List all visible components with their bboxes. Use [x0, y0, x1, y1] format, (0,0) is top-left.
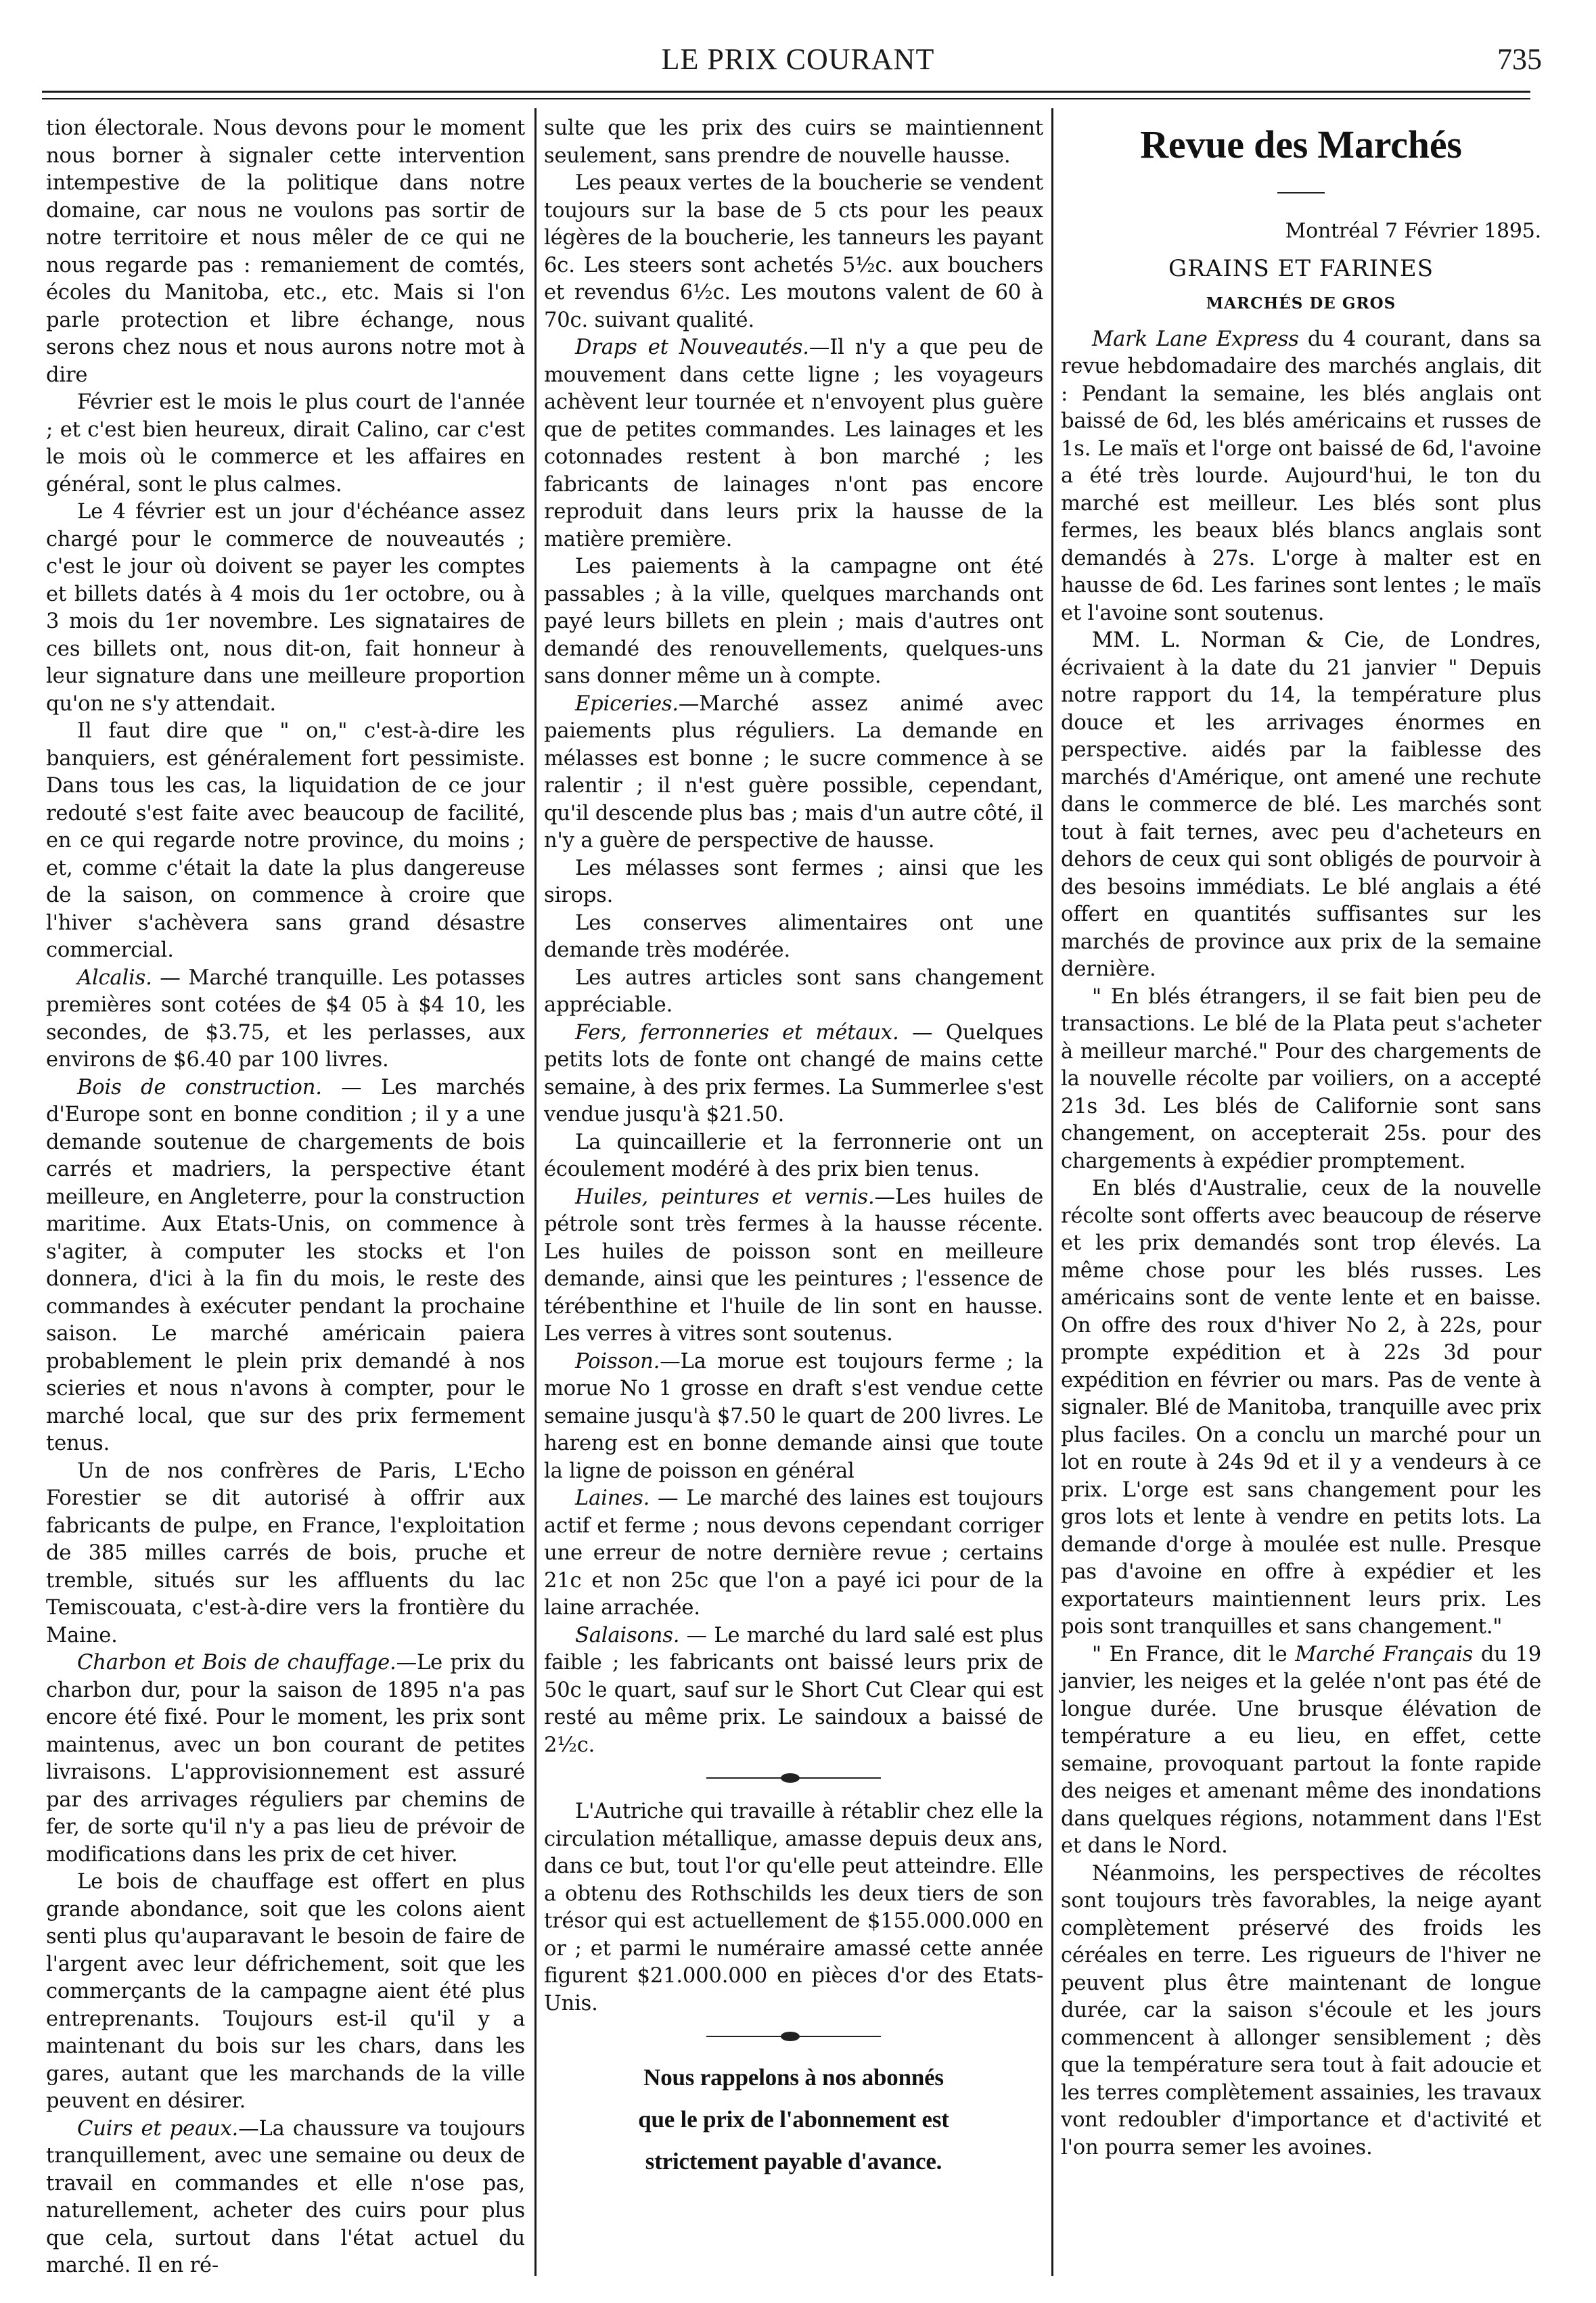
- paragraph-epiceries: Epiceries.—Marché assez animé avec paiements plus réguliers. La demande en mélasses est bonne ; le sucre commence à se ralentir ; il n'est guère possible, cependant, qu'il descende plus bas ; mais d'un autre côté, il n'y a guère de perspective de hausse.: [544, 691, 1043, 852]
- paragraph-bois-construction: Bois de construction. — Les marchés d'Europe sont en bonne condition ; il y a une demande soutenue de chargements de bois carrés et madriers, la perspective étant meilleure, en Angleterre, pour la construction maritime. Aux Etats-Unis, on commence à s'agiter, à computer les stocks et l'on donnera, d'ici à la fin du mois, le reste des commandes à exécuter pendant la prochaine saison. Le marché américain paiera probablement le plein prix demandé à nos scieries et nous n'avons à compter, pour le marché local, que sur des prix fermement tenus.: [46, 1075, 525, 1455]
- section-heading-salaisons: Salaisons.: [575, 1623, 680, 1647]
- column-left: [46, 115, 525, 2280]
- paragraph-text: Le marché du lard salé est plus faible ; les fabricants ont baissé leurs prix de 50c le quart, sauf sur le Short Cut Clear qui est resté au même prix. Le saindoux a baissé de 2½c.: [544, 1623, 1043, 1757]
- section-heading-charbon: Charbon et Bois de chauffage.: [77, 1651, 396, 1674]
- running-header-title: LE PRIX COURANT: [661, 43, 935, 76]
- paragraph: sulte que les prix des cuirs se maintiennent seulement, sans prendre de nouvelle hausse.: [544, 116, 1043, 168]
- paragraph: Les mélasses sont fermes ; ainsi que les sirops.: [544, 856, 1043, 907]
- section-heading-cuirs: Cuirs et peaux.: [77, 2116, 239, 2141]
- paragraph: " En blés étrangers, il se fait bien peu de transactions. Le blé de la Plata peut s'acheter à meilleur marché." Pour des chargements de la nouvelle récolte par voiliers, on a accepté 21s 3d. Les blés de Californie sont sans changement, on accepterait 25s. pour des chargements à expédier promptement.: [1061, 984, 1541, 1173]
- column-middle: [544, 115, 1043, 2183]
- publication-name: Marché Français: [1295, 1642, 1474, 1666]
- paragraph-fers: Fers, ferronneries et métaux. — Quelques petits lots de fonte ont changé de mains cette semaine, à des prix fermes. La Summerlee s'est vendue jusqu'à $21.50.: [544, 1020, 1043, 1126]
- notice-line: Nous rappelons à nos abonnés: [643, 2064, 944, 2091]
- paragraph-cuirs: Cuirs et peaux.—La chaussure va toujours tranquillement, avec une semaine ou deux de travail en commandes et elle n'ose pas, naturellement, acheter des cuirs pour plus que cela, surtout dans l'état actuel du marché. Il en ré-: [46, 2116, 525, 2277]
- paragraph-huiles: Huiles, peintures et vernis.—Les huiles de pétrole sont très fermes à la hausse récente. Les huiles de poisson sont en meilleure demande, ainsi que les peintures ; l'essence de térébenthine et l'huile de lin sont en hausse. Les verres à vitres sont soutenus.: [544, 1185, 1043, 1346]
- dateline: Montréal 7 Février 1895.: [1285, 219, 1541, 243]
- header-rule-top: [42, 91, 1530, 93]
- paragraph: Le bois de chauffage est offert en plus grande abondance, soit que les colons aient senti plus qu'auparavant le besoin de faire de l'argent avec leur défrichement, soit que les commerçants de la campagne aient été plus entreprenants. Toujours est-il qu'il y a maintenant du bois sur les chars, dans les gares, autant que les marchands de la ville peuvent en désirer.: [46, 1870, 525, 2113]
- section-heading-bois-construction: Bois de construction.: [77, 1075, 322, 1099]
- ornament-divider: [544, 1770, 1043, 1786]
- publication-name: Mark Lane Express: [1092, 327, 1299, 351]
- section-heading-laines: Laines.: [575, 1486, 650, 1510]
- subscription-notice: [544, 2057, 1043, 2183]
- paragraph: Néanmoins, les perspectives de récoltes sont toujours très favorables, la neige ayant complètement préservé des froids les céréales en terre. Les rigueurs de l'hiver ne peuvent plus être maintenant de longue durée, car la saison s'écoule et les jours commencent à allonger sensiblement ; dès que la température sera tout à fait adoucie et les terres complètement assainies, les travaux vont redoubler d'importance et d'activité et l'on pourra semer les avoines.: [1061, 1861, 1541, 2160]
- paragraph-text: du 4 courant, dans sa revue hebdomadaire des marchés anglais, dit : Pendant la semaine, les blés anglais ont baissé de 6d, les blés américains et russes de 1s. Le maïs et l'orge ont baissé de 6d, l'avoine a été très lourde. Aujourd'hui, le ton du marché est meilleur. Les blés sont plus fermes, les beaux blés blancs anglais sont demandés à 27s. L'orge à malter est en hausse de 6d. Les farines sont lentes ; le maïs et l'avoine sont soutenus.: [1061, 327, 1541, 625]
- paragraph-text: La morue est toujours ferme ; la morue No 1 grosse en draft s'est vendue cette semaine jusqu'à $7.50 le quart de 200 livres. Le hareng est en bonne demande ainsi que toute la ligne de poisson en général: [544, 1349, 1043, 1483]
- ornament-divider: [544, 2028, 1043, 2045]
- section-heading-fers: Fers, ferronneries et métaux.: [575, 1020, 899, 1045]
- subsection-heading: MARCHÉS DE GROS: [1206, 294, 1396, 313]
- paragraph-text: Les marchés d'Europe sont en bonne condition ; il y a une demande soutenue de chargements de bois carrés et madriers, la perspective étant meilleure, en Angleterre, pour la construction maritime. Aux Etats-Unis, on commence à s'agiter, à computer les stocks et l'on donnera, d'ici à la fin du mois, le reste des commandes à exécuter pendant la prochaine saison. Le marché américain paiera probablement le plein prix demandé à nos scieries et nous n'avons à compter, pour le marché local, que sur des prix fermement tenus.: [46, 1075, 525, 1455]
- paragraph-text: Le prix du charbon dur, pour la saison de 1895 n'a pas encore été fixé. Pour le moment, les prix sont maintenus, avec un bon courant de petites livraisons. L'approvisionnement est assuré par des arrivages réguliers par chemins de fer, de sorte qu'il n'y a pas lieu de prévoir de modifications dans les prix de cet hiver.: [46, 1651, 525, 1867]
- section-heading-alcalis: Alcalis.: [77, 965, 152, 990]
- paragraph-laines: Laines. — Le marché des laines est toujours actif et ferme ; nous devons cependant corriger une erreur de notre dernière revue ; certains 21c et non 25c que l'on a payé ici pour de la laine arrachée.: [544, 1486, 1043, 1620]
- section-heading-huiles: Huiles, peintures et vernis.: [575, 1185, 875, 1209]
- paragraph: Février est le mois le plus court de l'année ; et c'est bien heureux, dirait Calino, car c'est le mois où le commerce et les affaires en général, sont le plus calmes.: [46, 390, 525, 497]
- paragraph-text: Marché tranquille. Les potasses premières sont cotées de $4 05 à $4 10, les secondes, de $3.75, et les perlasses, aux environs de $6.40 par 100 livres.: [46, 965, 525, 1072]
- paragraph-marche-francais: [1061, 1641, 1541, 1861]
- section-heading-epiceries: Epiceries.: [575, 691, 679, 716]
- paragraph-text: Le marché des laines est toujours actif et ferme ; nous devons cependant corriger une erreur de notre dernière revue ; certains 21c et non 25c que l'on a payé ici pour de la laine arrachée.: [544, 1486, 1043, 1620]
- paragraph-salaisons: Salaisons. — Le marché du lard salé est plus faible ; les fabricants ont baissé leurs prix de 50c le quart, sauf sur le Short Cut Clear qui est resté au même prix. Le saindoux a baissé de 2½c.: [544, 1623, 1043, 1757]
- paragraph-mark-lane: [1061, 326, 1541, 628]
- paragraph-text: Les huiles de pétrole sont très fermes à la hausse récente. Les huiles de poisson sont en meilleure demande, ainsi que les peintures ; l'essence de térébenthine et l'huile de lin sont en hausse. Les verres à vitres sont soutenus.: [544, 1185, 1043, 1346]
- paragraph: MM. L. Norman & Cie, de Londres, écrivaient à la date du 21 janvier " Depuis notre rapport du 14, la température plus douce et les arrivages énormes en perspective. aidés par la faiblesse des marchés d'Amérique, ont amené une rechute dans le commerce de blé. Les marchés sont tout à fait ternes, avec peu d'acheteurs en dehors de ceux qui sont obligés de pourvoir à des besoins immédiats. Le blé anglais a été offert en quantités suffisantes sur les marchés de province aux prix de la semaine dernière.: [1061, 629, 1541, 981]
- paragraph-text: La chaussure va toujours tranquillement, avec une semaine ou deux de travail en commandes et elle n'ose pas, naturellement, acheter des cuirs pour plus que cela, surtout dans l'état actuel du marché. Il en ré-: [46, 2116, 525, 2277]
- paragraph: L'Autriche qui travaille à rétablir chez elle la circulation métallique, amasse depuis deux ans, dans ce but, tout l'or qu'elle peut atteindre. Elle a obtenu des Rothschilds les deux tiers de son trésor qui est actuellement de $155.000.000 en or ; et parmi le numéraire amassé cette année figurent $21.000.000 en pièces d'or des Etats-Unis.: [544, 1800, 1043, 2015]
- paragraph-text: du 19 janvier, les neiges et la gelée n'ont pas été de longue durée. Une brusque élévation de température a eu lieu, en effet, cette semaine, provoquant partout la fonte rapide des neiges et amenant même des inondations dans quelques régions, notamment dans l'Est et dans le Nord.: [1061, 1642, 1542, 1858]
- column-divider-left: [534, 108, 537, 2276]
- paragraph: Il faut dire que " on," c'est-à-dire les banquiers, est généralement fort pessimiste. Dans tous les cas, la liquidation de ce jour redouté s'est faite avec beaucoup de facilité, en ce qui regarde notre province, du moins ; et, comme c'était la date la plus dangereuse de la saison, on commence à croire que l'hiver s'achèvera sans grand désastre commercial.: [46, 719, 525, 962]
- section-title: Revue des Marchés: [1140, 122, 1462, 166]
- paragraph: En blés d'Australie, ceux de la nouvelle récolte sont offerts avec beaucoup de réserve et les prix demandés sont trop élevés. La même chose pour les blés russes. Les américains sont de vente lente et en baisse. On offre des roux d'hiver No 2, à 22s, pour prompte expédition et à 22s 3d pour expédition en février ou mars. Pas de vente à signaler. Blé de Manitoba, tranquille avec prix plus faciles. On a conclu un marché pour un lot en route à 24s 9d et il y a vendeurs à ce prix. L'orge est sans changement pour les gros lots et lente à vendre en petits lots. La demande d'orge à moulée est nulle. Presque pas d'avoine en offre à expédier et les exportateurs maintiennent leurs prix. Les pois sont tranquilles et sans changement.": [1061, 1177, 1541, 1639]
- title-separator: [1277, 192, 1325, 193]
- paragraph: Les conserves alimentaires ont une demande très modérée.: [544, 911, 1043, 962]
- paragraph: Les paiements à la campagne ont été passables ; à la ville, quelques marchands ont payé leurs billets en plein ; mais d'autres ont demandé des renouvellements, quelques-uns sans donner même un à compte.: [544, 555, 1043, 688]
- page-number: 735: [1497, 43, 1542, 76]
- notice-line: que le prix de l'abonnement est: [638, 2106, 949, 2133]
- paragraph: Les peaux vertes de la boucherie se vendent toujours sur la base de 5 cts pour les peaux légères de la boucherie, les tanneurs les payant 6c. Les steers sont achetés 5½c. aux bouchers et revendus 6½c. Les moutons valent de 60 à 70c. suivant qualité.: [544, 171, 1043, 332]
- paragraph-text: Marché assez animé avec paiements plus réguliers. La demande en mélasses est bonne ; le sucre commence à se ralentir ; il n'est guère possible, cependant, qu'il descende plus bas ; mais d'un autre côté, il n'y a guère de perspective de hausse.: [544, 691, 1043, 852]
- paragraph: La quincaillerie et la ferronnerie ont un écoulement modéré à des prix bien tenus.: [544, 1130, 1043, 1181]
- paragraph: tion électorale. Nous devons pour le moment nous borner à signaler cette intervention intempestive de la politique dans notre domaine, car nous ne voulons pas sortir de notre territoire et nous mêler de ce qui ne nous regarde pas : remaniement de comtés, écoles du Manitoba, etc., etc. Mais si l'on parle protection et libre échange, nous serons chez nous et nous aurons notre mot à dire: [46, 116, 525, 387]
- column-right: [1061, 115, 1541, 2162]
- notice-line: strictement payable d'avance.: [645, 2148, 942, 2174]
- column-divider-right: [1051, 108, 1053, 2276]
- section-heading-poisson: Poisson.: [575, 1349, 660, 1373]
- section-heading-draps: Draps et Nouveautés.: [575, 336, 809, 359]
- paragraph: Les autres articles sont sans changement appréciable.: [544, 965, 1043, 1017]
- paragraph: Un de nos confrères de Paris, L'Echo Forestier se dit autorisé à offrir aux fabricants de pulpe, en France, l'exploitation de 385 milles carrés de bois, pruche et tremble, situés sur les affluents du lac Temiscouata, c'est-à-dire vers la frontière du Maine.: [46, 1459, 525, 1647]
- paragraph-draps: Draps et Nouveautés.—Il n'y a que peu de mouvement dans cette ligne ; les voyageurs achèvent leur tournée et n'envoyent plus guère que de petites commandes. Les lainages et les cotonnades restent à bon marché ; les fabricants de lainages n'ont pas encore reproduit dans leurs prix la hausse de la matière première.: [544, 336, 1043, 551]
- section-heading-grains: GRAINS ET FARINES: [1168, 254, 1434, 282]
- header-rule-bottom: [42, 98, 1530, 99]
- paragraph-poisson: Poisson.—La morue est toujours ferme ; la morue No 1 grosse en draft s'est vendue cette semaine jusqu'à $7.50 le quart de 200 livres. Le hareng est en bonne demande ainsi que toute la ligne de poisson en général: [544, 1349, 1043, 1483]
- paragraph-text: Il n'y a que peu de mouvement dans cette ligne ; les voyageurs achèvent leur tournée et n'envoyent plus guère que de petites commandes. Les lainages et les cotonnades restent à bon marché ; les fabricants de lainages n'ont pas encore reproduit dans leurs prix la hausse de la matière première.: [544, 336, 1043, 551]
- paragraph-alcalis: Alcalis. — Marché tranquille. Les potasses premières sont cotées de $4 05 à $4 10, les secondes, de $3.75, et les perlasses, aux environs de $6.40 par 100 livres.: [46, 965, 525, 1072]
- paragraph-text: Quelques petits lots de fonte ont changé de mains cette semaine, à des prix fermes. La Summerlee s'est vendue jusqu'à $21.50.: [544, 1020, 1043, 1126]
- paragraph-charbon: Charbon et Bois de chauffage.—Le prix du charbon dur, pour la saison de 1895 n'a pas encore été fixé. Pour le moment, les prix sont maintenus, avec un bon courant de petites livraisons. L'approvisionnement est assuré par des arrivages réguliers par chemins de fer, de sorte qu'il n'y a pas lieu de prévoir de modifications dans les prix de cet hiver.: [46, 1651, 525, 1867]
- paragraph-text: " En France, dit le: [1092, 1642, 1296, 1666]
- paragraph: Le 4 février est un jour d'échéance assez chargé pour le commerce de nouveautés ; c'est le jour où doivent se payer les comptes et billets datés à 4 mois du 1er octobre, ou à 3 mois du 1er novembre. Les signataires de ces billets ont, nous dit-on, fait honneur à leur signature dans une meilleure proportion qu'on ne s'y attendait.: [46, 500, 525, 716]
